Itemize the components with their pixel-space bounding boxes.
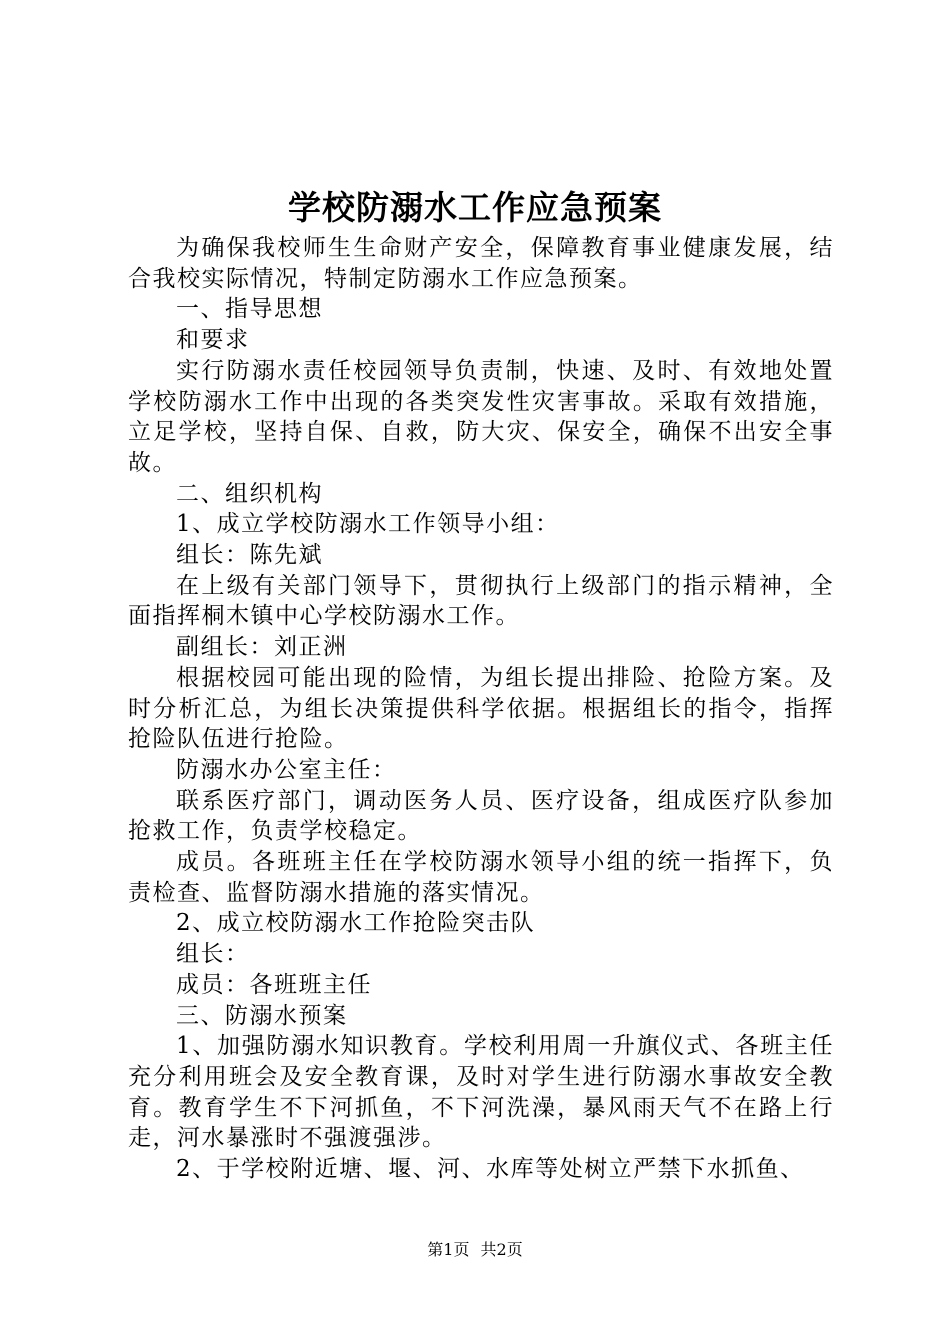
page-number-footer: 第1页 共2页 xyxy=(427,1240,523,1259)
section-heading: 二、组织机构 xyxy=(176,480,323,507)
sub-heading: 1、成立学校防溺水工作领导小组： xyxy=(176,511,560,538)
paragraph: 副组长：刘正洲 xyxy=(176,634,348,661)
paragraph: 在上级有关部门领导下，贯彻执行上级部门的指示精神，全面指挥桐木镇中心学校防溺水工作。 xyxy=(128,572,834,630)
section-heading: 三、防溺水预案 xyxy=(176,1002,348,1029)
paragraph: 组长： xyxy=(176,941,250,968)
section-heading: 一、指导思想 xyxy=(176,296,323,323)
paragraph: 组长：陈先斌 xyxy=(176,542,323,569)
document-body xyxy=(128,233,834,1185)
section-heading-continued: 和要求 xyxy=(176,327,250,354)
sub-heading: 2、成立校防溺水工作抢险突击队 xyxy=(176,910,536,937)
paragraph: 根据校园可能出现的险情，为组长提出排险、抢险方案。及时分析汇总，为组长决策提供科学依据。根据组长的指令，指挥抢险队伍进行抢险。 xyxy=(128,664,834,753)
paragraph: 1、加强防溺水知识教育。学校利用周一升旗仪式、各班主任充分利用班会及安全教育课，及时对学生进行防溺水事故安全教育。教育学生不下河抓鱼，不下河洗澡，暴风雨天气不在路上行走，河水暴涨时不强渡强涉。 xyxy=(128,1033,834,1152)
paragraph: 联系医疗部门，调动医务人员、医疗设备，组成医疗队参加抢救工作，负责学校稳定。 xyxy=(128,787,834,845)
paragraph: 成员。各班班主任在学校防溺水领导小组的统一指挥下，负责检查、监督防溺水措施的落实情况。 xyxy=(128,849,834,906)
paragraph: 实行防溺水责任校园领导负责制，快速、及时、有效地处置学校防溺水工作中出现的各类突发性灾害事故。采取有效措施，立足学校，坚持自保、自救，防大灾、保安全，确保不出安全事故。 xyxy=(128,357,834,476)
paragraph: 防溺水办公室主任： xyxy=(176,756,397,783)
paragraph: 成员：各班班主任 xyxy=(176,971,372,998)
paragraph: 为确保我校师生生命财产安全，保障教育事业健康发展，结合我校实际情况，特制定防溺水工作应急预案。 xyxy=(128,235,834,292)
document-title: 学校防溺水工作应急预案 xyxy=(288,188,662,227)
paragraph: 2、于学校附近塘、堰、河、水库等处树立严禁下水抓鱼、 xyxy=(176,1156,805,1183)
